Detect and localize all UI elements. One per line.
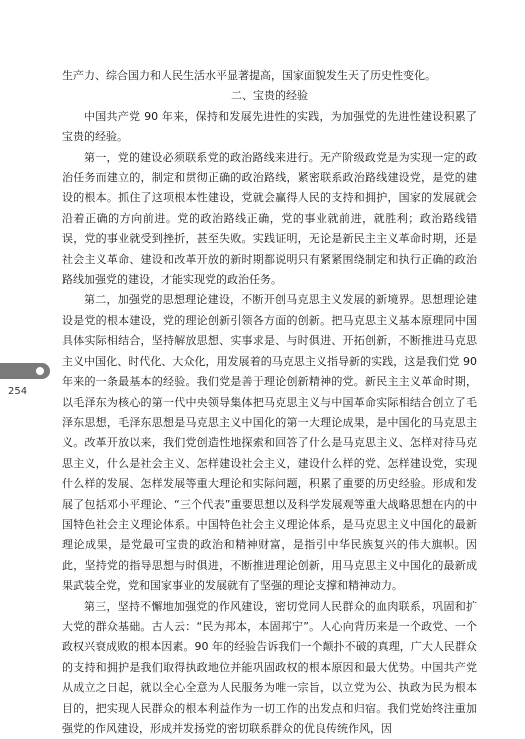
- paragraph: 第二，加强党的思想理论建设，不断开创马克思主义发展的新境界。思想理论建设是党的根本建设，党的理论创新引领各方面的创新。把马克思主义基本原理同中国具体实际相结合，坚持解放思想、实事求是、与时俱进、开拓创新，不断推进马克思主义中国化、时代化、大众化，用发展着的马克思主义指导新的实践，这是我们党 90 年来的一条最基本的经验。我们党是善于理论创新精神的党。新民主主义革命时期，以毛泽东为核心的第一代中央领导集体把马克思主义与中国革命实际相结合创立了毛泽东思想，毛泽东思想是马克思主义中国化的第一大理论成果，是中国化的马克思主义。改革开放以来，我们党创造性地探索和回答了什么是马克思主义、怎样对待马克思主义，什么是社会主义、怎样建设社会主义，建设什么样的党、怎样建设党，实现什么样的发展、怎样发展等重大理论和实际问题，积累了重要的历史经验。形成和发展了包括邓小平理论、“三个代表”重要思想以及科学发展观等重大战略思想在内的中国特色社会主义理论体系。中国特色社会主义理论体系，是马克思主义中国化的最新理论成果，是党最可宝贵的政治和精神财富，是指引中华民族复兴的伟大旗帜。因此，坚持党的指导思想与时俱进，不断推进理论创新，用马克思主义中国化的最新成果武装全党，党和国家事业的发展就有了坚强的理论支撑和精神动力。: [62, 293, 477, 593]
- body-text: [62, 66, 477, 739]
- paragraph-continued: 生产力、综合国力和人民生活水平显著提高，国家面貌发生天了历史性变化。: [62, 69, 436, 82]
- paragraph: 中国共产党 90 年来，保持和发展先进性的实践，为加强党的先进性建设积累了宝贵的经验。: [62, 109, 477, 144]
- paragraph: 第三，坚持不懈地加强党的作风建设，密切党同人民群众的血肉联系，巩固和扩大党的群众基础。古人云：“民为邦本，本固邦宁”。人心向背历来是一个政党、一个政权兴衰成败的根本因素。90 年的经验告诉我们一个颠扑不破的真理，广大人民群众的支持和拥护是我们取得执政地位并能巩固政权的根本原因和最大优势。中国共产党从成立之日起，就以全心全意为人民服务为唯一宗旨，以立党为公、执政为民为根本目的，把实现人民群众的根本利益作为一切工作的出发点和归宿。我们党始终注重加强党的作风建设，形成并发扬党的密切联系群众的优良传统作风，因: [62, 599, 477, 735]
- page-tab-marker: [0, 363, 50, 379]
- page-number: 254: [8, 386, 28, 397]
- paragraph: 第一，党的建设必须联系党的政治路线来进行。无产阶级政党是为实现一定的政治任务而建立的，制定和贯彻正确的政治路线，紧密联系政治路线建设党，是党的建设的根本。抓住了这项根本性建设，党就会赢得人民的支持和拥护，国家的发展就会沿着正确的方向前进。党的政治路线正确，党的事业就前进，就胜利；政治路线错误，党的事业就受到挫折，甚至失败。实践证明，无论是新民主主义革命时期，还是社会主义革命、建设和改革开放的新时期都说明只有紧紧围绕制定和执行正确的政治路线加强党的建设，才能实现党的政治任务。: [62, 150, 477, 287]
- section-title: 二、宝贵的经验: [231, 89, 308, 103]
